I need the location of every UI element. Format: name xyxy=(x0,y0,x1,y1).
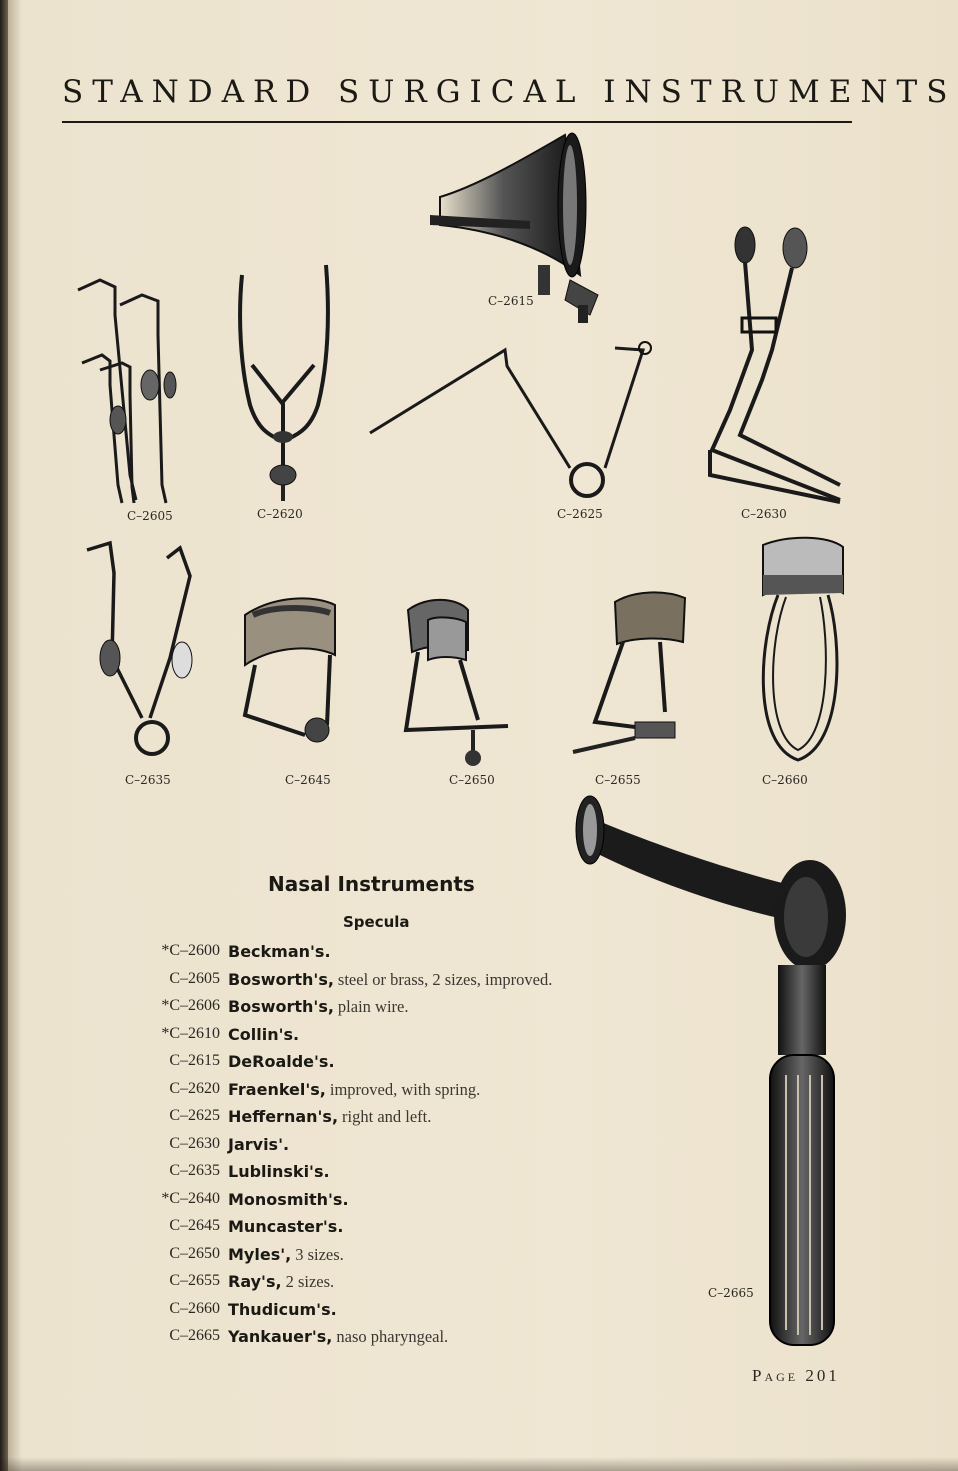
item-entry xyxy=(228,1162,330,1182)
book-spine-shadow xyxy=(0,0,8,1471)
figure-label: C–2655 xyxy=(595,773,641,787)
section-title: Nasal Instruments xyxy=(268,872,475,896)
item-name: Monosmith's. xyxy=(228,1189,349,1209)
item-name: Yankauer's, xyxy=(228,1327,333,1346)
item-entry xyxy=(228,1217,343,1237)
header-rule xyxy=(62,121,852,123)
item-name: Lublinski's. xyxy=(228,1162,330,1181)
item-code: C–2635 xyxy=(169,1162,220,1179)
item-entry xyxy=(228,997,408,1017)
section-subtitle: Specula xyxy=(343,913,410,931)
figure-label: C–2630 xyxy=(741,507,787,521)
figure-label: C–2650 xyxy=(449,773,495,787)
item-entry xyxy=(228,1327,448,1347)
figure-label: C–2615 xyxy=(488,294,534,308)
figure-label: C–2620 xyxy=(257,507,303,521)
item-code: *C–2600 xyxy=(161,942,220,959)
item-code: C–2605 xyxy=(169,969,220,987)
page-bottom-shadow xyxy=(0,1457,958,1471)
muncaster-speculum-illustration xyxy=(235,585,350,760)
item-code: *C–2606 xyxy=(161,997,220,1014)
item-code: *C–2640 xyxy=(161,1189,220,1207)
item-entry xyxy=(228,1135,289,1155)
item-description: 2 sizes. xyxy=(285,1272,335,1291)
figure-label: C–2605 xyxy=(127,509,173,523)
item-name: Collin's. xyxy=(228,1024,300,1044)
page-header: STANDARD SURGICAL INSTRUMENTS xyxy=(62,74,957,110)
item-code: *C–2610 xyxy=(161,1024,220,1042)
item-description: naso pharyngeal. xyxy=(336,1327,449,1346)
myles-speculum-illustration xyxy=(398,590,523,770)
item-name: Beckman's. xyxy=(228,942,331,961)
fraenkel-speculum-illustration xyxy=(230,255,340,505)
item-name: Ray's, xyxy=(228,1272,282,1291)
ray-speculum-illustration xyxy=(565,582,700,757)
item-code: C–2655 xyxy=(169,1272,220,1289)
yankauer-speculum-illustration xyxy=(570,795,855,1355)
item-code: C–2650 xyxy=(169,1244,220,1262)
item-description: improved, with spring. xyxy=(329,1079,481,1099)
item-name: Muncaster's. xyxy=(228,1217,344,1236)
item-entry xyxy=(228,970,552,990)
figure-label: C–2660 xyxy=(762,773,808,787)
item-code: C–2630 xyxy=(169,1134,220,1152)
item-description: steel or brass, 2 sizes, improved. xyxy=(337,969,553,989)
page-word: Page xyxy=(752,1366,799,1385)
item-name: Myles', xyxy=(228,1244,292,1264)
item-code: C–2665 xyxy=(169,1327,220,1344)
item-entry xyxy=(228,1190,349,1210)
item-code: C–2660 xyxy=(169,1299,220,1317)
item-entry xyxy=(228,1272,334,1292)
figure-label: C–2625 xyxy=(557,507,603,521)
item-code: C–2645 xyxy=(169,1217,220,1234)
item-description: plain wire. xyxy=(337,997,409,1016)
item-name: Fraenkel's, xyxy=(228,1079,326,1099)
item-entry xyxy=(228,1025,299,1045)
item-entry xyxy=(228,942,331,962)
item-name: Jarvis'. xyxy=(228,1134,290,1154)
figure-label: C–2635 xyxy=(125,773,171,787)
thudicum-speculum-illustration xyxy=(748,535,853,765)
item-name: Heffernan's, xyxy=(228,1107,339,1126)
item-entry xyxy=(228,1080,480,1100)
page-number xyxy=(752,1366,840,1386)
jarvis-speculum-illustration xyxy=(700,220,850,505)
figure-label: C–2645 xyxy=(285,773,331,787)
item-code: C–2625 xyxy=(169,1107,220,1124)
item-name: Bosworth's, xyxy=(228,969,334,989)
item-code: C–2620 xyxy=(169,1079,220,1097)
item-name: Thudicum's. xyxy=(228,1299,337,1319)
item-code: C–2615 xyxy=(169,1052,220,1069)
item-name: DeRoalde's. xyxy=(228,1052,335,1071)
page-number-value: 201 xyxy=(805,1366,840,1385)
lublinski-speculum-illustration xyxy=(72,538,207,763)
figure-label: C–2665 xyxy=(708,1286,754,1300)
item-name: Bosworth's, xyxy=(228,997,334,1016)
item-entry xyxy=(228,1052,335,1072)
item-description: 3 sizes. xyxy=(295,1244,344,1264)
item-entry xyxy=(228,1107,431,1127)
heffernan-speculum-illustration xyxy=(365,338,665,503)
item-entry xyxy=(228,1300,337,1320)
item-description: right and left. xyxy=(342,1107,432,1126)
bosworth-speculum-illustration xyxy=(70,275,185,505)
item-entry xyxy=(228,1245,344,1265)
